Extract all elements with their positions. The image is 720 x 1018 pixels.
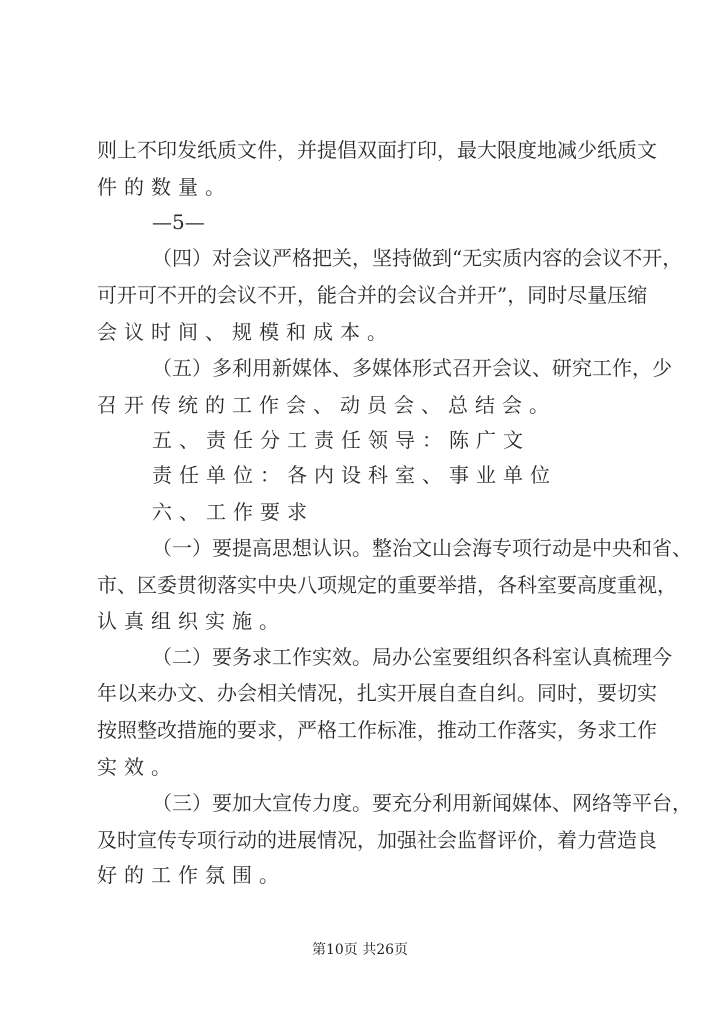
text-line: 可开可不开的会议不开，能合并的会议合并开”，同时尽量压缩 [97, 283, 648, 307]
text-line: （三）要加大宣传力度。要充分利用新闻媒体、网络等平台， [152, 791, 692, 815]
text-line: 责任单位：各内设科室、事业单位 [152, 463, 557, 487]
text-line: 认真组织实施。 [97, 609, 286, 633]
text-line: 召开传统的工作会、动员会、总结会。 [97, 393, 556, 417]
text-line: 件的数量。 [97, 175, 232, 199]
text-line: 实效。 [97, 755, 178, 779]
page-footer: 第10页 共26页 [311, 942, 409, 958]
text-line: 好的工作氛围。 [97, 863, 286, 887]
text-line: 及时宣传专项行动的进展情况，加强社会监督评价，着力营造良 [97, 828, 657, 852]
text-line: （五）多利用新媒体、多媒体形式召开会议、研究工作，少 [152, 356, 672, 380]
section-heading: 五、责任分工责任领导：陈广文 [152, 428, 530, 452]
section-heading: 六、工作要求 [152, 500, 314, 524]
text-line: （四）对会议严格把关，坚持做到“无实质内容的会议不开， [152, 246, 683, 270]
page-number-marker: —5— [152, 210, 205, 234]
text-line: 市、区委贯彻落实中央八项规定的重要举措，各科室要高度重视， [97, 573, 677, 597]
text-line: （二）要务求工作实效。局办公室要组织各科室认真梳理今 [152, 645, 672, 669]
text-line: （一）要提高思想认识。整治文山会海专项行动是中央和省、 [152, 536, 692, 560]
text-line: 会议时间、规模和成本。 [97, 320, 394, 344]
text-line: 按照整改措施的要求，严格工作标准，推动工作落实，务求工作 [97, 718, 657, 742]
text-line: 年以来办文、办会相关情况，扎实开展自查自纠。同时，要切实 [97, 681, 657, 705]
text-line: 则上不印发纸质文件，并提倡双面打印，最大限度地减少纸质文 [97, 138, 657, 162]
